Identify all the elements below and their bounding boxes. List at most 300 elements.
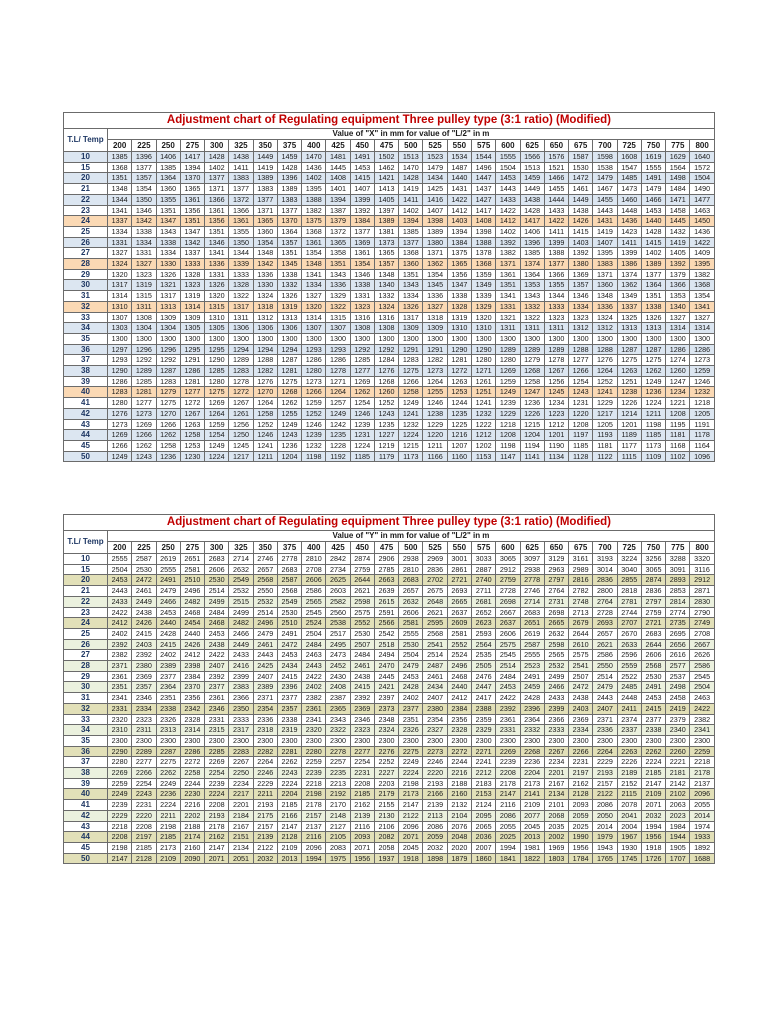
value-cell: 2708 (302, 564, 326, 575)
value-cell: 2170 (326, 800, 350, 811)
value-cell: 2541 (423, 639, 447, 650)
value-cell: 2417 (471, 693, 495, 704)
value-cell: 2648 (423, 596, 447, 607)
value-cell: 2412 (447, 693, 471, 704)
value-cell: 1348 (374, 269, 398, 280)
value-cell: 1141 (520, 451, 544, 462)
value-cell: 1458 (666, 205, 690, 216)
value-cell: 1334 (569, 301, 593, 312)
value-cell: 1392 (569, 248, 593, 259)
value-cell: 2748 (569, 596, 593, 607)
value-cell: 2623 (471, 618, 495, 629)
value-cell: 1879 (447, 853, 471, 864)
value-cell: 1307 (108, 312, 132, 323)
value-cell: 2162 (569, 778, 593, 789)
value-cell: 2254 (350, 757, 374, 768)
value-cell: 2530 (132, 564, 156, 575)
value-cell: 2272 (447, 746, 471, 757)
value-cell: 1419 (666, 237, 690, 248)
value-cell: 1688 (690, 853, 714, 864)
value-cell: 1323 (544, 312, 568, 323)
value-cell: 1300 (447, 333, 471, 344)
value-cell: 2336 (593, 725, 617, 736)
value-cell: 2300 (132, 735, 156, 746)
value-cell: 2371 (253, 693, 277, 704)
value-cell: 1479 (423, 162, 447, 173)
temperature-cell: 44 (64, 832, 108, 843)
value-cell: 2482 (180, 596, 204, 607)
value-cell: 1293 (108, 355, 132, 366)
value-cell: 2426 (132, 618, 156, 629)
value-cell: 1479 (593, 173, 617, 184)
span-header-cell: 750 (641, 542, 665, 554)
value-cell: 1373 (374, 237, 398, 248)
value-cell: 2216 (180, 800, 204, 811)
value-cell: 1249 (496, 387, 520, 398)
value-cell: 1313 (617, 323, 641, 334)
value-cell: 2179 (374, 789, 398, 800)
value-cell: 2438 (132, 607, 156, 618)
table-row (64, 398, 715, 409)
value-cell: 1387 (326, 205, 350, 216)
table-row (64, 757, 715, 768)
value-cell: 1395 (593, 248, 617, 259)
value-cell: 1292 (374, 344, 398, 355)
value-cell: 1260 (374, 387, 398, 398)
value-cell: 2366 (229, 693, 253, 704)
value-cell: 2341 (302, 714, 326, 725)
value-cell: 2452 (326, 661, 350, 672)
value-cell: 1258 (399, 387, 423, 398)
value-cell: 2969 (423, 554, 447, 565)
value-cell: 1267 (180, 408, 204, 419)
value-cell: 2201 (229, 800, 253, 811)
value-cell: 1181 (666, 430, 690, 441)
span-header-cell: 400 (302, 140, 326, 152)
value-cell: 1389 (641, 259, 665, 270)
value-cell: 2728 (593, 607, 617, 618)
value-cell: 1297 (108, 344, 132, 355)
temperature-cell: 30 (64, 280, 108, 291)
value-cell: 1956 (569, 842, 593, 853)
value-cell: 1246 (423, 398, 447, 409)
value-cell: 1218 (690, 398, 714, 409)
value-cell: 1326 (156, 269, 180, 280)
value-cell: 2198 (156, 821, 180, 832)
value-cell: 1294 (253, 344, 277, 355)
temperature-cell: 25 (64, 628, 108, 639)
value-cell: 2665 (447, 596, 471, 607)
table-row (64, 355, 715, 366)
value-cell: 2139 (350, 810, 374, 821)
value-cell: 2116 (496, 800, 520, 811)
value-cell: 1343 (156, 226, 180, 237)
value-cell: 1286 (302, 355, 326, 366)
value-cell: 1341 (690, 301, 714, 312)
value-cell: 2656 (666, 639, 690, 650)
table-row (64, 618, 715, 629)
value-cell: 2683 (520, 607, 544, 618)
value-cell: 2389 (253, 682, 277, 693)
value-cell: 2402 (108, 628, 132, 639)
value-cell: 1918 (399, 853, 423, 864)
value-cell: 2415 (132, 628, 156, 639)
value-cell: 2541 (569, 661, 593, 672)
value-cell: 1572 (690, 162, 714, 173)
value-cell: 2426 (180, 639, 204, 650)
value-cell: 2314 (180, 725, 204, 736)
value-cell: 2532 (253, 596, 277, 607)
value-cell: 1432 (666, 226, 690, 237)
value-cell: 1166 (423, 451, 447, 462)
span-header-cell: 650 (544, 542, 568, 554)
value-cell: 1379 (326, 216, 350, 227)
value-cell: 2707 (617, 618, 641, 629)
value-cell: 2300 (277, 735, 301, 746)
value-cell: 1296 (156, 344, 180, 355)
value-cell: 2836 (641, 586, 665, 597)
value-cell: 1317 (156, 291, 180, 302)
table-row (64, 419, 715, 430)
value-cell: 2603 (326, 586, 350, 597)
value-cell: 3116 (690, 564, 714, 575)
value-cell: 1392 (496, 237, 520, 248)
temperature-cell: 23 (64, 205, 108, 216)
value-cell: 2438 (569, 693, 593, 704)
temperature-cell: 32 (64, 301, 108, 312)
value-cell: 2392 (496, 703, 520, 714)
value-cell: 1334 (399, 291, 423, 302)
value-cell: 2744 (617, 607, 641, 618)
value-cell: 1443 (593, 205, 617, 216)
value-cell: 1306 (229, 323, 253, 334)
value-cell: 1300 (496, 333, 520, 344)
value-cell: 2300 (544, 735, 568, 746)
value-cell: 1431 (593, 216, 617, 227)
value-cell: 1394 (326, 194, 350, 205)
value-cell: 1096 (690, 451, 714, 462)
value-cell: 1310 (471, 323, 495, 334)
value-cell: 2657 (593, 628, 617, 639)
value-cell: 1347 (156, 216, 180, 227)
value-cell: 2258 (180, 768, 204, 779)
span-header-cell: 325 (229, 140, 253, 152)
value-cell: 1300 (544, 333, 568, 344)
table-row (64, 639, 715, 650)
value-cell: 2239 (205, 778, 229, 789)
value-cell: 2250 (229, 768, 253, 779)
value-cell: 2619 (520, 628, 544, 639)
temperature-cell: 10 (64, 554, 108, 565)
temperature-cell: 36 (64, 746, 108, 757)
value-cell: 1314 (690, 323, 714, 334)
value-cell: 1365 (253, 216, 277, 227)
value-cell: 2491 (641, 682, 665, 693)
value-cell: 1262 (641, 366, 665, 377)
value-cell: 1979 (593, 832, 617, 843)
value-cell: 1338 (156, 237, 180, 248)
value-cell: 1246 (690, 376, 714, 387)
value-cell: 1453 (350, 162, 374, 173)
span-header-cell: 500 (399, 140, 423, 152)
value-cell: 2262 (156, 768, 180, 779)
value-cell: 2280 (108, 757, 132, 768)
value-cell: 1346 (569, 291, 593, 302)
value-cell: 2300 (593, 735, 617, 746)
table-row (64, 216, 715, 227)
table-row (64, 451, 715, 462)
value-cell: 2550 (253, 586, 277, 597)
value-cell: 1354 (350, 259, 374, 270)
value-cell: 2596 (617, 650, 641, 661)
value-cell: 1252 (593, 376, 617, 387)
value-cell: 1394 (447, 226, 471, 237)
value-cell: 1290 (108, 366, 132, 377)
value-cell: 1313 (156, 301, 180, 312)
value-cell: 2545 (496, 650, 520, 661)
value-cell: 2213 (326, 778, 350, 789)
temperature-cell: 37 (64, 355, 108, 366)
value-cell: 1450 (690, 216, 714, 227)
value-cell: 1375 (447, 248, 471, 259)
value-cell: 2310 (108, 725, 132, 736)
span-header-cell: 675 (569, 542, 593, 554)
value-cell: 2361 (496, 714, 520, 725)
span-header-cell: 775 (666, 140, 690, 152)
value-cell: 2348 (374, 714, 398, 725)
span-header-row (64, 542, 715, 554)
value-cell: 1249 (277, 419, 301, 430)
value-cell: 2134 (229, 842, 253, 853)
value-cell: 1246 (302, 419, 326, 430)
value-cell: 1349 (471, 280, 495, 291)
value-cell: 2269 (205, 757, 229, 768)
value-cell: 1241 (399, 408, 423, 419)
value-cell: 1201 (617, 419, 641, 430)
value-cell: 2155 (374, 800, 398, 811)
value-cell: 2408 (326, 682, 350, 693)
value-cell: 2086 (496, 810, 520, 821)
value-cell: 2192 (326, 789, 350, 800)
value-cell: 1459 (277, 152, 301, 163)
value-cell: 2249 (156, 778, 180, 789)
value-cell: 1252 (253, 419, 277, 430)
table-row (64, 301, 715, 312)
value-cell: 1437 (471, 184, 495, 195)
value-cell: 2236 (520, 757, 544, 768)
value-cell: 2224 (277, 778, 301, 789)
value-cell: 1984 (666, 821, 690, 832)
value-cell: 1275 (617, 355, 641, 366)
value-cell: 2082 (374, 832, 398, 843)
value-cell: 2621 (423, 607, 447, 618)
value-cell: 2243 (132, 789, 156, 800)
value-cell: 1252 (374, 398, 398, 409)
value-cell: 1280 (471, 355, 495, 366)
temperature-cell: 39 (64, 778, 108, 789)
value-cell: 2020 (447, 842, 471, 853)
span-header-cell: 250 (156, 542, 180, 554)
value-cell: 1270 (156, 408, 180, 419)
value-cell: 2139 (423, 800, 447, 811)
value-cell: 2639 (374, 586, 398, 597)
value-cell: 1245 (544, 387, 568, 398)
value-cell: 2938 (399, 554, 423, 565)
value-cell: 1361 (180, 194, 204, 205)
value-cell: 2683 (641, 628, 665, 639)
value-cell: 2086 (423, 821, 447, 832)
value-cell: 2346 (205, 703, 229, 714)
value-cell: 2530 (277, 607, 301, 618)
table-row (64, 596, 715, 607)
value-cell: 1361 (205, 205, 229, 216)
temperature-cell: 43 (64, 821, 108, 832)
value-cell: 1287 (641, 344, 665, 355)
value-cell: 1330 (253, 280, 277, 291)
value-cell: 2300 (641, 735, 665, 746)
value-cell: 2581 (180, 564, 204, 575)
temperature-cell: 20 (64, 173, 108, 184)
value-cell: 1267 (229, 398, 253, 409)
value-cell: 1351 (156, 205, 180, 216)
value-cell: 1428 (205, 152, 229, 163)
value-cell: 1322 (326, 301, 350, 312)
value-cell: 1323 (569, 312, 593, 323)
value-cell: 1268 (520, 366, 544, 377)
temperature-cell: 43 (64, 419, 108, 430)
value-cell: 1291 (399, 344, 423, 355)
value-cell: 1415 (569, 226, 593, 237)
value-cell: 2208 (132, 821, 156, 832)
value-cell: 1266 (399, 376, 423, 387)
value-cell: 1470 (302, 152, 326, 163)
value-cell: 1128 (569, 451, 593, 462)
value-cell: 1252 (302, 408, 326, 419)
value-cell: 3256 (641, 554, 665, 565)
value-cell: 1274 (666, 355, 690, 366)
value-cell: 1246 (350, 408, 374, 419)
span-header-cell: 725 (617, 542, 641, 554)
value-cell: 1341 (496, 291, 520, 302)
value-cell: 1371 (423, 248, 447, 259)
value-cell: 1193 (593, 430, 617, 441)
value-cell: 1109 (641, 451, 665, 462)
value-cell: 2619 (156, 554, 180, 565)
value-cell: 1337 (108, 216, 132, 227)
value-cell: 1377 (641, 269, 665, 280)
table-row (64, 586, 715, 597)
value-cell: 2530 (350, 628, 374, 639)
value-cell: 1371 (496, 259, 520, 270)
value-cell: 2231 (132, 800, 156, 811)
value-cell: 2185 (350, 789, 374, 800)
span-header-cell: 475 (374, 140, 398, 152)
value-cell: 1260 (666, 366, 690, 377)
value-cell: 2071 (641, 800, 665, 811)
value-cell: 1326 (399, 301, 423, 312)
value-cell: 1340 (374, 280, 398, 291)
value-cell: 2059 (423, 832, 447, 843)
table-row (64, 768, 715, 779)
value-cell: 2364 (156, 682, 180, 693)
value-cell: 2459 (520, 682, 544, 693)
value-cell: 1286 (326, 355, 350, 366)
value-cell: 2300 (350, 735, 374, 746)
value-cell: 2178 (302, 800, 326, 811)
temperature-cell: 31 (64, 693, 108, 704)
value-cell: 2277 (350, 746, 374, 757)
value-cell: 2721 (641, 618, 665, 629)
value-cell: 1504 (690, 173, 714, 184)
value-cell: 1229 (496, 408, 520, 419)
value-cell: 2351 (108, 682, 132, 693)
value-cell: 1319 (132, 280, 156, 291)
value-cell: 1284 (374, 355, 398, 366)
value-cell: 1405 (666, 248, 690, 259)
value-cell: 2836 (593, 575, 617, 586)
value-cell: 2422 (108, 607, 132, 618)
value-cell: 2252 (374, 757, 398, 768)
value-cell: 2522 (617, 671, 641, 682)
table-row (64, 291, 715, 302)
value-cell: 3001 (447, 554, 471, 565)
value-cell: 2369 (569, 714, 593, 725)
value-cell: 1215 (520, 419, 544, 430)
value-cell: 2836 (423, 564, 447, 575)
value-cell: 1428 (641, 226, 665, 237)
value-cell: 2229 (108, 810, 132, 821)
value-cell: 2586 (690, 661, 714, 672)
value-cell: 2122 (593, 789, 617, 800)
value-cell: 1342 (180, 237, 204, 248)
value-cell: 2025 (569, 821, 593, 832)
table-row (64, 194, 715, 205)
value-cell: 1318 (423, 312, 447, 323)
value-cell: 1377 (132, 162, 156, 173)
value-cell: 2341 (108, 693, 132, 704)
value-cell: 1321 (496, 312, 520, 323)
value-cell: 1461 (569, 184, 593, 195)
value-cell: 2532 (544, 661, 568, 672)
value-cell: 2759 (641, 607, 665, 618)
value-cell: 1406 (520, 226, 544, 237)
value-cell: 2086 (593, 800, 617, 811)
value-cell: 2545 (302, 607, 326, 618)
temperature-cell: 22 (64, 596, 108, 607)
value-cell: 1198 (302, 451, 326, 462)
value-cell: 2351 (156, 693, 180, 704)
value-cell: 1266 (108, 440, 132, 451)
value-cell: 1220 (423, 430, 447, 441)
value-cell: 2415 (641, 703, 665, 714)
value-cell: 2468 (205, 618, 229, 629)
value-cell: 1470 (399, 162, 423, 173)
table-row (64, 248, 715, 259)
span-header-cell: 450 (350, 542, 374, 554)
value-cell: 2147 (496, 789, 520, 800)
y-table-body (64, 554, 715, 864)
value-cell: 1347 (447, 280, 471, 291)
value-cell: 2670 (617, 628, 641, 639)
value-cell: 1629 (666, 152, 690, 163)
value-cell: 1201 (544, 430, 568, 441)
value-cell: 1134 (544, 451, 568, 462)
value-cell: 1276 (108, 408, 132, 419)
value-cell: 1399 (617, 248, 641, 259)
tl-temp-corner-header: T.L/ Temp (64, 129, 108, 152)
value-cell: 2484 (350, 650, 374, 661)
value-cell: 1309 (423, 323, 447, 334)
